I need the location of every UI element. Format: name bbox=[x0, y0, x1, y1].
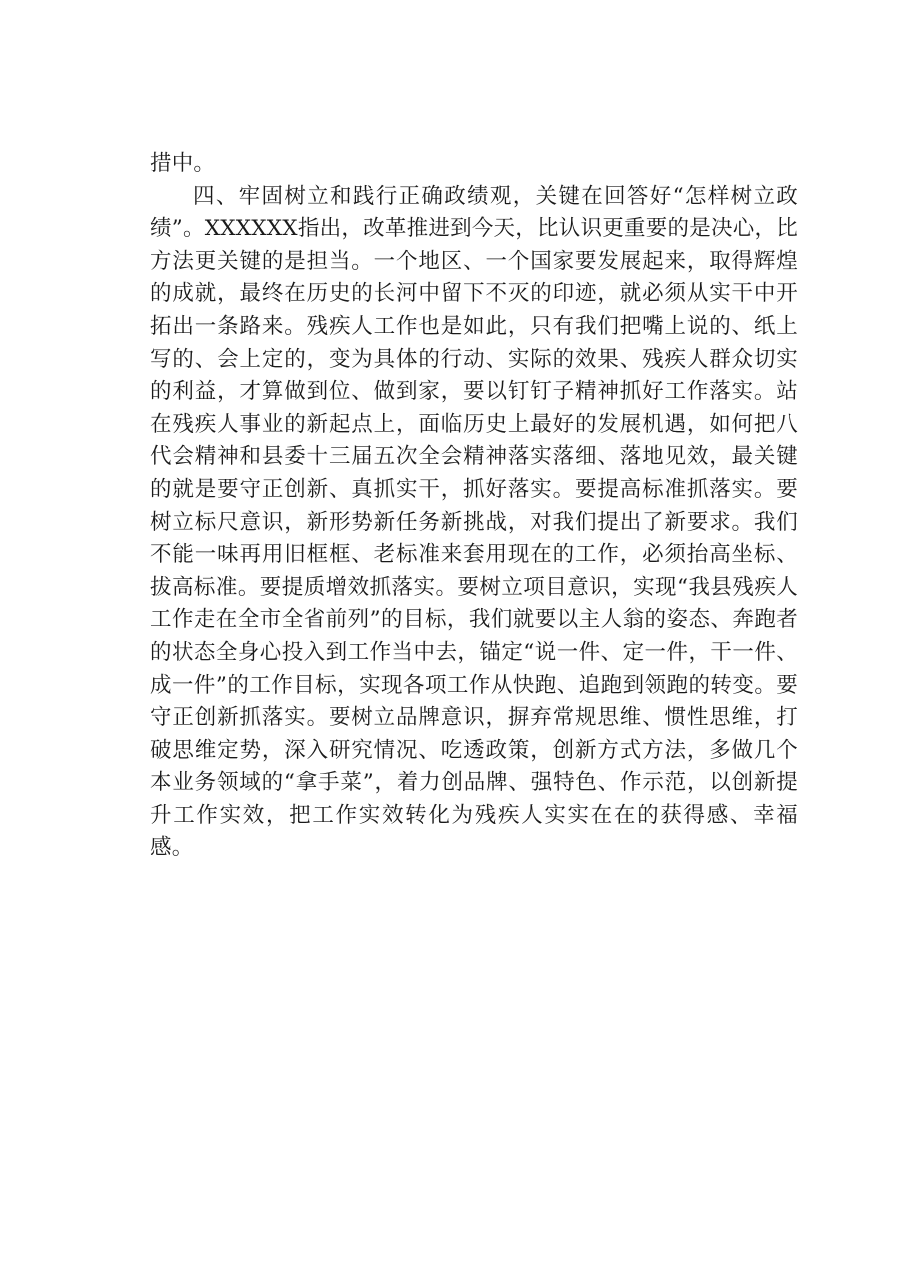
paragraph-continuation: 措中。 bbox=[150, 151, 216, 176]
document-body bbox=[150, 148, 798, 865]
paragraph-section-four: 四、牢固树立和践行正确政绩观，关键在回答好“怎样树立政绩”。XXXXXX指出，改革推进到今天，比认识更重要的是决心，比方法更关键的是担当。一个地区、一个国家要发展起来，取得辉煌的成就，最终在历史的长河中留下不灭的印迹，就必须从实干中开拓出一条路来。残疾人工作也是如此，只有我们把嘴上说的、纸上写的、会上定的，变为具体的行动、实际的效果、残疾人群众切实的利益，才算做到位、做到家，要以钉钉子精神抓好工作落实。站在残疾人事业的新起点上，面临历史上最好的发展机遇，如何把八代会精神和县委十三届五次全会精神落实落细、落地见效，最关键的就是要守正创新、真抓实干，抓好落实。要提高标准抓落实。要树立标尺意识，新形势新任务新挑战，对我们提出了新要求。我们不能一味再用旧框框、老标准来套用现在的工作，必须抬高坐标、拔高标准。要提质增效抓落实。要树立项目意识，实现“我县残疾人工作走在全市全省前列”的目标，我们就要以主人翁的姿态、奔跑者的状态全身心投入到工作当中去，锚定“说一件、定一件，干一件、成一件”的工作目标，实现各项工作从快跑、追跑到领跑的转变。要守正创新抓落实。要树立品牌意识，摒弃常规思维、惯性思维，打破思维定势，深入研究情况、吃透政策，创新方式方法，多做几个本业务领域的“拿手菜”，着力创品牌、强特色、作示范，以创新提升工作实效，把工作实效转化为残疾人实实在在的获得感、幸福感。 bbox=[150, 183, 798, 861]
